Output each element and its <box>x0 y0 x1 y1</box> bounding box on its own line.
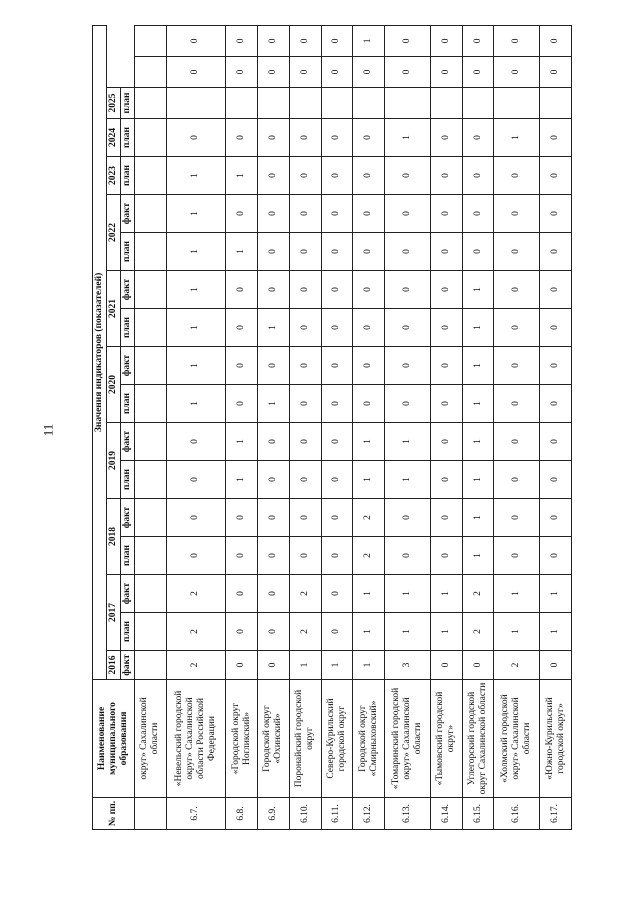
value-cell: 0 <box>321 461 353 499</box>
value-cell: 1 <box>226 461 258 499</box>
value-cell: 0 <box>289 461 321 499</box>
value-cell: 2 <box>289 575 321 613</box>
table-body <box>134 25 571 829</box>
value-cell: 1 <box>494 613 540 651</box>
value-cell: 0 <box>540 423 572 461</box>
municipality-name: «Томаринский городской округ» Сахалинской области <box>385 680 431 798</box>
municipality-name: «Тымовский городской округ» <box>430 680 462 798</box>
value-cell: 0 <box>494 537 540 575</box>
value-cell: 2 <box>462 575 494 613</box>
value-cell: 0 <box>540 347 572 385</box>
values-header: Значения индикаторов (показателей) <box>93 25 107 679</box>
value-cell: 0 <box>353 347 385 385</box>
num-header: № пп. <box>93 798 135 830</box>
row-number: 6.8. <box>226 798 258 830</box>
value-cell: 0 <box>540 233 572 271</box>
value-cell: 0 <box>494 385 540 423</box>
value-cell: 0 <box>353 309 385 347</box>
value-cell <box>134 233 166 271</box>
value-cell: 0 <box>430 25 462 56</box>
value-cell: 2 <box>462 613 494 651</box>
value-cell <box>134 119 166 157</box>
value-cell: 0 <box>226 651 258 680</box>
value-cell: 0 <box>462 25 494 56</box>
value-cell: 0 <box>462 651 494 680</box>
value-cell: 1 <box>166 195 226 233</box>
value-cell: 1 <box>353 575 385 613</box>
value-cell: 0 <box>289 25 321 56</box>
value-cell <box>258 88 290 119</box>
value-cell: 0 <box>321 119 353 157</box>
value-cell: 1 <box>462 537 494 575</box>
fact-subheader: факт <box>120 575 134 613</box>
value-cell: 0 <box>226 537 258 575</box>
value-cell: 0 <box>430 537 462 575</box>
value-cell: 0 <box>289 423 321 461</box>
value-cell <box>134 461 166 499</box>
value-cell: 1 <box>385 613 431 651</box>
value-cell <box>134 613 166 651</box>
value-cell: 0 <box>166 119 226 157</box>
plan-subheader: план <box>120 537 134 575</box>
value-cell: 0 <box>226 385 258 423</box>
value-cell: 0 <box>385 537 431 575</box>
value-cell: 0 <box>494 309 540 347</box>
municipality-name: Поронайский городской округ <box>289 680 321 798</box>
value-cell: 0 <box>258 461 290 499</box>
table-row <box>494 25 540 829</box>
value-cell: 1 <box>226 423 258 461</box>
value-cell: 2 <box>166 651 226 680</box>
value-cell: 1 <box>166 347 226 385</box>
table-row <box>462 25 494 829</box>
value-cell: 0 <box>353 119 385 157</box>
fact-subheader: факт <box>120 499 134 537</box>
value-cell: 2 <box>353 537 385 575</box>
value-cell: 0 <box>494 25 540 56</box>
value-cell: 0 <box>226 195 258 233</box>
value-cell: 0 <box>321 233 353 271</box>
municipality-name: «Городской округ Ногликский» <box>226 680 258 798</box>
value-cell <box>166 88 226 119</box>
value-cell <box>134 157 166 195</box>
value-cell: 0 <box>258 613 290 651</box>
value-cell <box>134 651 166 680</box>
table-row <box>166 25 226 829</box>
plan-subheader: план <box>120 157 134 195</box>
table-row <box>430 25 462 829</box>
row-number: 6.7. <box>166 798 226 830</box>
plan-subheader: план <box>120 88 134 119</box>
value-cell: 1 <box>540 613 572 651</box>
value-cell: 1 <box>385 461 431 499</box>
value-cell: 0 <box>258 537 290 575</box>
plan-subheader: план <box>120 461 134 499</box>
value-cell: 0 <box>289 385 321 423</box>
value-cell <box>289 88 321 119</box>
value-cell: 0 <box>226 575 258 613</box>
table-row <box>353 25 385 829</box>
value-cell: 0 <box>540 499 572 537</box>
table-wrapper <box>92 38 572 830</box>
value-cell: 0 <box>494 271 540 309</box>
value-cell: 0 <box>430 309 462 347</box>
value-cell: 0 <box>321 309 353 347</box>
value-cell: 0 <box>258 157 290 195</box>
value-cell <box>540 88 572 119</box>
value-cell: 0 <box>226 25 258 56</box>
value-cell: 0 <box>321 195 353 233</box>
value-cell: 0 <box>166 25 226 56</box>
value-cell: 1 <box>540 575 572 613</box>
value-cell: 0 <box>321 537 353 575</box>
value-cell: 0 <box>540 309 572 347</box>
value-cell: 0 <box>321 385 353 423</box>
value-cell <box>385 88 431 119</box>
municipality-name: «Холмский городской округ» Сахалинской области <box>494 680 540 798</box>
plan-subheader: план <box>120 613 134 651</box>
value-cell: 0 <box>289 499 321 537</box>
value-cell: 0 <box>353 233 385 271</box>
value-cell <box>134 309 166 347</box>
value-cell: 0 <box>353 157 385 195</box>
value-cell: 0 <box>166 537 226 575</box>
value-cell: 0 <box>385 271 431 309</box>
year-header: 2021 <box>106 271 120 347</box>
value-cell: 0 <box>321 25 353 56</box>
value-cell: 0 <box>430 157 462 195</box>
value-cell: 0 <box>494 461 540 499</box>
value-cell: 0 <box>462 119 494 157</box>
value-cell: 0 <box>166 57 226 88</box>
value-cell: 0 <box>385 57 431 88</box>
indicators-table <box>92 25 572 830</box>
plan-subheader: план <box>120 119 134 157</box>
value-cell: 1 <box>353 25 385 56</box>
value-cell: 0 <box>494 233 540 271</box>
value-cell: 0 <box>494 157 540 195</box>
value-cell: 1 <box>462 499 494 537</box>
value-cell: 0 <box>385 25 431 56</box>
table-row <box>540 25 572 829</box>
row-number: 6.16. <box>494 798 540 830</box>
value-cell <box>134 385 166 423</box>
value-cell: 0 <box>226 119 258 157</box>
page-number: 11 <box>40 423 56 437</box>
value-cell <box>134 499 166 537</box>
municipality-name: Северо-Курильский городской округ <box>321 680 353 798</box>
year-header: 2020 <box>106 347 120 423</box>
row-number: 6.15. <box>462 798 494 830</box>
value-cell <box>134 537 166 575</box>
value-cell: 0 <box>226 499 258 537</box>
table-row <box>385 25 431 829</box>
value-cell: 0 <box>494 195 540 233</box>
value-cell: 0 <box>289 309 321 347</box>
value-cell: 0 <box>430 119 462 157</box>
value-cell: 0 <box>385 385 431 423</box>
value-cell: 1 <box>385 575 431 613</box>
value-cell: 1 <box>258 385 290 423</box>
value-cell <box>430 88 462 119</box>
value-cell: 0 <box>226 613 258 651</box>
value-cell: 2 <box>494 651 540 680</box>
value-cell: 0 <box>385 347 431 385</box>
value-cell: 1 <box>385 119 431 157</box>
value-cell: 0 <box>321 499 353 537</box>
value-cell: 0 <box>430 461 462 499</box>
value-cell: 1 <box>226 157 258 195</box>
value-cell: 0 <box>258 347 290 385</box>
value-cell: 0 <box>540 57 572 88</box>
value-cell: 0 <box>462 157 494 195</box>
row-number: 6.17. <box>540 798 572 830</box>
row-number: 6.10. <box>289 798 321 830</box>
value-cell: 0 <box>385 157 431 195</box>
year-header: 2024 <box>106 119 120 157</box>
value-cell <box>134 347 166 385</box>
value-cell <box>134 271 166 309</box>
value-cell <box>134 423 166 461</box>
value-cell: 0 <box>258 195 290 233</box>
value-cell: 0 <box>166 499 226 537</box>
value-cell: 1 <box>353 651 385 680</box>
value-cell: 0 <box>289 157 321 195</box>
value-cell: 0 <box>540 195 572 233</box>
municipality-name: «Невельский городской округ» Сахалинской области Российской Федерации <box>166 680 226 798</box>
value-cell: 1 <box>353 613 385 651</box>
value-cell <box>134 575 166 613</box>
row-number: 6.14. <box>430 798 462 830</box>
municipality-name: округ» Сахалинской области <box>134 680 166 798</box>
row-number: 6.11. <box>321 798 353 830</box>
value-cell: 1 <box>289 651 321 680</box>
value-cell: 0 <box>462 195 494 233</box>
value-cell: 0 <box>494 499 540 537</box>
value-cell: 0 <box>321 271 353 309</box>
value-cell: 0 <box>289 347 321 385</box>
value-cell: 0 <box>385 233 431 271</box>
value-cell: 0 <box>258 499 290 537</box>
value-cell: 0 <box>540 385 572 423</box>
table-row <box>226 25 258 829</box>
value-cell: 0 <box>462 233 494 271</box>
value-cell: 0 <box>258 575 290 613</box>
value-cell: 0 <box>494 57 540 88</box>
fact-subheader: факт <box>120 423 134 461</box>
row-number: 6.9. <box>258 798 290 830</box>
fact-subheader: факт <box>120 651 134 680</box>
value-cell: 0 <box>226 347 258 385</box>
value-cell: 1 <box>462 309 494 347</box>
value-cell: 0 <box>321 347 353 385</box>
value-cell: 2 <box>166 575 226 613</box>
year-header: 2023 <box>106 157 120 195</box>
value-cell: 0 <box>540 461 572 499</box>
value-cell <box>462 88 494 119</box>
value-cell: 0 <box>321 157 353 195</box>
value-cell: 0 <box>289 537 321 575</box>
value-cell <box>494 88 540 119</box>
value-cell: 0 <box>430 499 462 537</box>
value-cell: 0 <box>430 651 462 680</box>
value-cell: 0 <box>430 423 462 461</box>
fact-subheader: факт <box>120 347 134 385</box>
value-cell: 0 <box>540 25 572 56</box>
value-cell: 0 <box>430 385 462 423</box>
value-cell: 0 <box>289 195 321 233</box>
value-cell: 1 <box>321 651 353 680</box>
row-number: 6.13. <box>385 798 431 830</box>
value-cell: 2 <box>166 613 226 651</box>
value-cell: 0 <box>226 271 258 309</box>
value-cell: 0 <box>540 157 572 195</box>
year-header: 2022 <box>106 195 120 271</box>
value-cell: 0 <box>462 57 494 88</box>
value-cell: 0 <box>226 309 258 347</box>
value-cell: 1 <box>494 119 540 157</box>
value-cell: 0 <box>289 271 321 309</box>
value-cell: 1 <box>166 271 226 309</box>
table-row <box>258 25 290 829</box>
year-header: 2019 <box>106 423 120 499</box>
value-cell: 0 <box>226 57 258 88</box>
value-cell: 0 <box>385 195 431 233</box>
value-cell: 1 <box>462 423 494 461</box>
value-cell: 1 <box>353 423 385 461</box>
municipality-name: Углегорский городской округ Сахалинской области <box>462 680 494 798</box>
value-cell: 1 <box>462 271 494 309</box>
table-row <box>321 25 353 829</box>
value-cell: 0 <box>494 347 540 385</box>
value-cell: 0 <box>289 57 321 88</box>
municipality-name: Городской округ «Охинский» <box>258 680 290 798</box>
value-cell: 0 <box>258 423 290 461</box>
value-cell: 2 <box>289 613 321 651</box>
plan-subheader: план <box>120 309 134 347</box>
fact-subheader: факт <box>120 195 134 233</box>
value-cell: 0 <box>321 575 353 613</box>
value-cell: 0 <box>540 271 572 309</box>
value-cell: 1 <box>166 157 226 195</box>
fact-subheader: факт <box>120 271 134 309</box>
value-cell: 1 <box>166 385 226 423</box>
value-cell: 0 <box>494 423 540 461</box>
value-cell <box>134 57 166 88</box>
value-cell <box>134 88 166 119</box>
value-cell: 0 <box>166 461 226 499</box>
value-cell: 0 <box>258 651 290 680</box>
municipality-name: «Южно-Курильский городской округ» <box>540 680 572 798</box>
value-cell: 1 <box>166 233 226 271</box>
value-cell: 0 <box>321 613 353 651</box>
value-cell: 0 <box>321 57 353 88</box>
value-cell <box>134 195 166 233</box>
value-cell: 0 <box>258 119 290 157</box>
value-cell: 0 <box>540 119 572 157</box>
value-cell: 0 <box>430 195 462 233</box>
value-cell: 0 <box>353 271 385 309</box>
value-cell: 1 <box>385 423 431 461</box>
value-cell <box>226 88 258 119</box>
value-cell: 0 <box>430 233 462 271</box>
value-cell: 2 <box>353 499 385 537</box>
plan-subheader: план <box>120 385 134 423</box>
value-cell <box>321 88 353 119</box>
value-cell: 0 <box>289 233 321 271</box>
value-cell: 0 <box>258 233 290 271</box>
table-row <box>289 25 321 829</box>
value-cell: 0 <box>385 499 431 537</box>
value-cell: 0 <box>430 57 462 88</box>
value-cell: 0 <box>353 57 385 88</box>
value-cell <box>134 25 166 56</box>
value-cell <box>353 88 385 119</box>
value-cell: 0 <box>540 537 572 575</box>
municipality-name: Городской округ «Смирныховский» <box>353 680 385 798</box>
value-cell: 1 <box>430 575 462 613</box>
year-header: 2016 <box>106 651 120 680</box>
value-cell: 0 <box>258 57 290 88</box>
value-cell: 1 <box>226 233 258 271</box>
value-cell: 0 <box>353 385 385 423</box>
value-cell: 0 <box>321 423 353 461</box>
value-cell: 1 <box>462 385 494 423</box>
value-cell: 1 <box>494 575 540 613</box>
value-cell: 3 <box>385 651 431 680</box>
value-cell: 0 <box>289 119 321 157</box>
value-cell: 0 <box>430 271 462 309</box>
plan-subheader: план <box>120 233 134 271</box>
value-cell: 0 <box>540 651 572 680</box>
value-cell: 1 <box>166 309 226 347</box>
value-cell: 1 <box>258 309 290 347</box>
name-header: Наименование муниципального образования <box>93 680 135 798</box>
value-cell: 0 <box>385 309 431 347</box>
value-cell: 0 <box>430 347 462 385</box>
year-header: 2018 <box>106 499 120 575</box>
row-number: 6.12. <box>353 798 385 830</box>
value-cell: 1 <box>430 613 462 651</box>
row-number <box>134 798 166 830</box>
year-header: 2025 <box>106 88 120 119</box>
value-cell: 1 <box>462 461 494 499</box>
value-cell: 1 <box>353 461 385 499</box>
value-cell: 0 <box>258 25 290 56</box>
table-row <box>134 25 166 829</box>
value-cell: 1 <box>462 347 494 385</box>
value-cell: 0 <box>258 271 290 309</box>
value-cell: 0 <box>353 195 385 233</box>
value-cell: 0 <box>166 423 226 461</box>
year-header: 2017 <box>106 575 120 651</box>
